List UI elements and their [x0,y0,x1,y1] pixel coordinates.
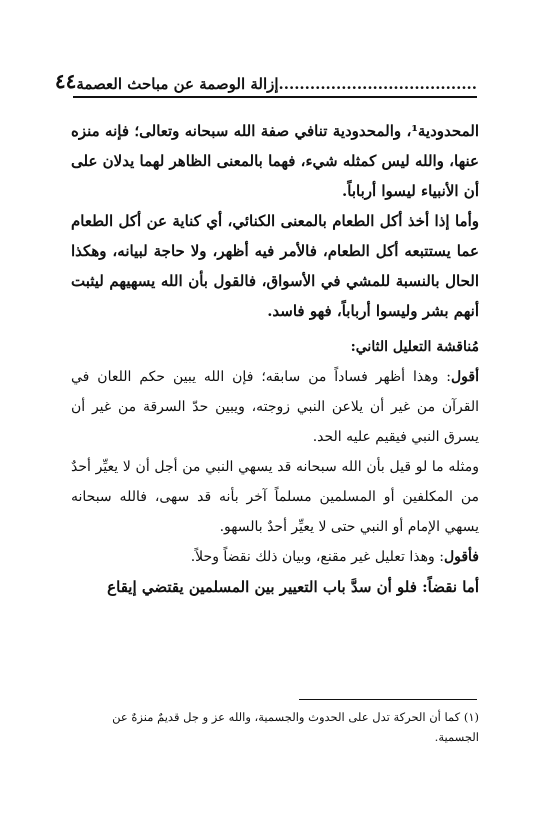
paragraph: ومثله ما لو قيل بأن الله سبحانه قد يسهي النبي من أجل أن لا يعيِّر أحدٌ من المكلفين أو المسلمين مسلماً آخر بأنه قد سهى، فالله سبحانه يسهي الإمام أو النبي حتى لا يعيِّر أحدٌ بالسهو. [71,459,479,535]
running-title: ......................................إزالة الوصمة عن مباحث العصمة [76,75,477,93]
footnote: (١) كما أن الحركة تدل على الحدوث والجسمية، والله عز و جل قديمٌ منزهٌ عن الجسمية. [112,710,479,744]
page-header [54,63,477,98]
lead-word: فأقول [443,549,479,565]
paragraph: وأما إذا أخذ أكل الطعام بالمعنى الكنائي، أي كناية عن أكل الطعام عما يستتبعه أكل الطعام، فالأمر فيه أظهر، ولا حاجة لبيانه، وهكذا الحال بالنسبة للمشي في الأسواق، فالقول بأن الله يسهيهم ليثبت أنهم بشر وليسوا أرباباً، فهو فاسد. [71,212,479,320]
paragraph [71,542,479,572]
paragraph-text: : وهذا أظهر فساداً من سابقه؛ فإن الله يبين حكم اللعان في القرآن من غير أن يلاعن النبي زوجته، ويبين حدّ السرقة من غير أن يسرق النبي فيقيم عليه الحد. [71,369,479,445]
paragraph-text: : وهذا تعليل غير مقنع، وبيان ذلك نقضاً وحلاً. [190,549,444,565]
lead-word: أقول [451,369,479,385]
page-number: ٤٤ [54,69,77,93]
paragraph: أما نقضاً: فلو أن سدَّ باب التعيير بين المسلمين يقتضي إيقاع [107,578,479,596]
section-heading: مُناقشة التعليل الثاني: [350,339,479,355]
paragraph: المحدودية¹، والمحدودية تنافي صفة الله سبحانه وتعالى؛ فإنه منزه عنها، والله ليس كمثله شيء، فهما بالمعنى الظاهر لهما يدلان على أن الأنبياء ليسوا أرباباً. [71,122,479,200]
footnote-divider [299,699,477,700]
body-text [71,116,479,602]
paragraph [71,362,479,452]
